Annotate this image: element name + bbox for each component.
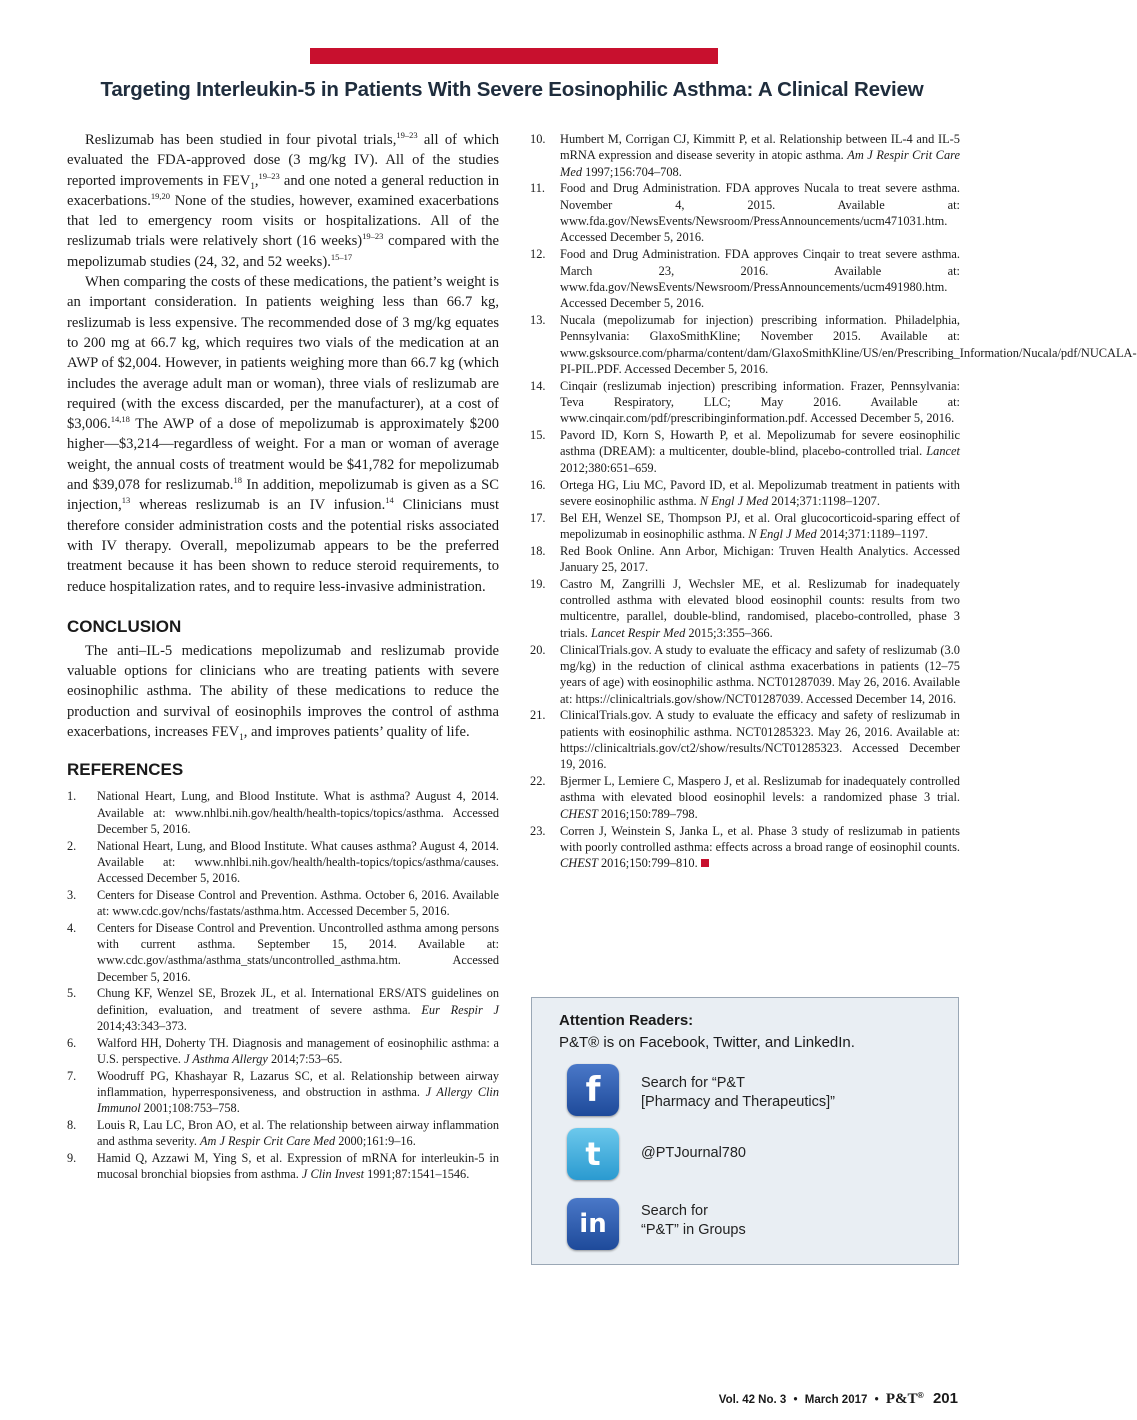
reference-number: 20. — [530, 642, 546, 657]
reference-number: 10. — [530, 132, 546, 146]
reference-item — [530, 246, 960, 311]
paragraph-reslizumab-trials: Reslizumab has been studied in four pivotal trials,$^{19-23}$ all of which evaluated the FDA-approved dose (3 mg/kg IV). All of the studies reported improvements in $FEV_1,^{19-23}$ and one noted a general reduction in exacerbations.$^{19,20}$ None of the studies, however, examined exacerbations that led to emergency room visits or hospitalizations. All of the reslizumab trials were relatively short (16 weeks)$^{19-23}$ compared with the mepolizumab studies (24, 32, and 52 weeks).$^{15-17}$ — [67, 130, 499, 270]
reference-number: 23. — [530, 823, 546, 838]
reference-item — [67, 985, 499, 1034]
reference-item — [530, 312, 1137, 377]
reference-journal: Am J Respir Crit Care Med — [560, 148, 960, 179]
reference-item — [530, 477, 960, 510]
reference-citation: 2014;371:1198–1207. — [768, 493, 880, 508]
reference-text: Walford HH, Doherty TH. Diagnosis and management of eosinophilic asthma: a U.S. perspective. — [97, 1035, 499, 1067]
reference-journal: Lancet Respir Med — [590, 625, 686, 640]
reference-text: Pavord ID, Korn S, Howarth P, et al. Mepolizumab for severe eosinophilic asthma (DREAM): a multicenter, double-blind, placebo-controlled trial. — [560, 428, 960, 459]
references-list-right — [530, 131, 1137, 872]
references-heading: REFERENCES — [67, 760, 184, 780]
reference-text: Castro M, Zangrilli J, Wechsler ME, et al. Reslizumab for inadequately controlled asthma with elevated blood eosinophil counts: results from two multicentre, parallel, double-blind, randomised, placebo-controlled, phase 3 trials. — [560, 576, 960, 640]
reference-item — [530, 773, 960, 822]
paragraph-costs: When comparing the costs of these medications, the patient’s weight is an important consideration. In patients weighing less than 66.7 kg, reslizumab is less expensive. The recommended dose of 3 mg/kg equates to 200 mg at 66.7 kg, which requires two vials of the medication at an AWP of $2,004. However, in patients weighing more than 66.7 kg (which includes the average adult man or woman), three vials of reslizumab are required (with the excess discarded, per the manufacturer), at a cost of $3,006.$^{14,18}$ The AWP of a dose of mepolizumab is approximately $200 higher—$3,214—regardless of weight. For a man or woman of average weight, the annual costs of treatment would be $41,782 for mepolizumab and $39,078 for reslizumab.$^{18}$ In addition, mepolizumab is given as a SC injection,$^{13}$ whereas reslizumab is an IV infusion.$^{14}$ Clinicians must therefore consider administration costs and the potential risks associated with IV therapy. Overall, mepolizumab appears to be the preferred treatment because it has been shown to reduce steroid requirements, to reduce hospitalization rates, and to require less-invasive administration. — [67, 274, 499, 595]
reference-number: 12. — [530, 247, 546, 262]
reference-journal: Am J Respir Crit Care Med — [200, 1134, 336, 1149]
reference-citation: 2014;43:343–373. — [97, 1019, 187, 1034]
reference-journal: J Clin Invest — [301, 1167, 365, 1182]
reference-item — [67, 887, 499, 920]
reference-number: 2. — [67, 838, 77, 853]
reference-text: ClinicalTrials.gov. A study to evaluate the efficacy and safety of reslizumab in patients with eosinophilic asthma. NCT01285323. May 26, 2016. Available at: https://clinicaltrials.gov/ct2/show/results/NCT01285323. Accessed December 19, 2016. — [560, 708, 960, 772]
journal-name: P&T — [885, 1391, 918, 1407]
reference-text: Corren J, Weinstein S, Janka L, et al. Phase 3 study of reslizumab in patients with poorly controlled asthma: effects across a broad range of eosinophil counts. — [560, 823, 960, 854]
reference-citation: 2016;150:799–810. — [597, 856, 698, 871]
reference-item — [67, 838, 499, 887]
reference-item — [530, 378, 960, 427]
attention-readers-box — [531, 997, 959, 1265]
reference-number: 18. — [530, 543, 546, 558]
reference-text: Humbert M, Corrigan CJ, Kimmitt P, et al. Relationship between IL-4 and IL-5 mRNA expression and disease severity in atopic asthma. — [560, 132, 960, 163]
reference-text: Ortega HG, Liu MC, Pavord ID, et al. Mepolizumab treatment in patients with severe eosinophilic asthma. — [560, 477, 960, 508]
reference-citation: 1991;87:1541–1546. — [364, 1167, 470, 1182]
reference-text: Centers for Disease Control and Prevention. Asthma. October 6, 2016. Available at: www.cdc.gov/nchs/fastats/asthma.htm. Accessed December 5, 2016. — [97, 887, 499, 919]
reference-item — [530, 543, 960, 576]
reference-journal: Eur Respir J — [421, 1002, 499, 1017]
issue-date: March 2017 — [804, 1394, 868, 1406]
reference-number: 14. — [530, 378, 546, 393]
reference-citation: 2016;150:789–798. — [597, 806, 698, 821]
left-column — [67, 130, 499, 1183]
reference-text: Nucala (mepolizumab for injection) prescribing information. Philadelphia, Pennsylvania: GlaxoSmithKline; November 2015. Available at: www.gsksource.com/pharma/content/dam/GlaxoSmithKline/US/en/Prescribing_Information/Nucala/pdf/NUCALA-PI-PIL.PDF. Accessed December 5, 2016. — [560, 312, 1137, 376]
page-number: 201 — [932, 1390, 958, 1407]
reference-journal: CHEST — [560, 856, 598, 871]
reference-text: Hamid Q, Azzawi M, Ying S, et al. Expression of mRNA for interleukin-5 in mucosal bronchial biopsies from asthma. — [97, 1150, 499, 1182]
reference-number: 11. — [530, 181, 546, 196]
end-mark-icon — [701, 859, 709, 867]
page-footer: Vol. 42 No. 3 • March 2017 • P&T® 201 — [718, 1390, 958, 1407]
reference-item — [530, 180, 960, 245]
reference-number: 3. — [67, 887, 77, 902]
reference-number: 8. — [67, 1117, 77, 1132]
twitter-icon[interactable]: t — [567, 1128, 619, 1180]
reference-item — [67, 1150, 499, 1183]
reference-citation: 1997;156:704–708. — [582, 164, 682, 179]
reference-text: Chung KF, Wenzel SE, Brozek JL, et al. International ERS/ATS guidelines on definition, evaluation, and treatment of severe asthma. — [97, 986, 499, 1017]
notice-heading: Attention Readers: — [559, 1012, 694, 1029]
reference-text: Cinqair (reslizumab injection) prescribing information. Frazer, Pennsylvania: Teva Respiratory, LLC; May 2016. Available at: www.cinqair.com/pdf/prescribinginformation.pdf. Accessed December 5, 2016. — [560, 378, 960, 426]
right-column — [530, 131, 1137, 872]
reference-number: 21. — [530, 708, 546, 723]
reference-journal: J Asthma Allergy — [184, 1052, 268, 1067]
reference-number: 16. — [530, 477, 546, 492]
conclusion-heading: CONCLUSION — [67, 616, 182, 636]
twitter-handle[interactable]: @PTJournal780 — [641, 1145, 746, 1161]
reference-text: Bel EH, Wenzel SE, Thompson PJ, et al. Oral glucocorticoid-sparing effect of mepolizumab in eosinophilic asthma. — [560, 510, 960, 541]
reference-item — [530, 707, 960, 772]
reference-item — [530, 576, 960, 641]
reference-item — [530, 823, 960, 872]
reference-text: Food and Drug Administration. FDA approves Cinqair to treat severe asthma. March 23, 2016. Available at: www.fda.gov/NewsEvents/Newsroom/PressAnnouncements/ucm491980.htm. Accessed December 5, 2016. — [560, 247, 960, 311]
reference-number: 13. — [530, 312, 546, 327]
reference-number: 4. — [67, 920, 77, 935]
reference-item — [530, 427, 960, 476]
reference-text: Red Book Online. Ann Arbor, Michigan: Truven Health Analytics. Accessed January 25, 2017. — [560, 543, 960, 575]
reference-number: 22. — [530, 774, 546, 789]
reference-number: 7. — [67, 1068, 77, 1083]
page-title: Targeting Interleukin-5 in Patients With Severe Eosinophilic Asthma: A Clinical Review — [100, 78, 924, 101]
reference-number: 1. — [67, 789, 77, 804]
paragraph-conclusion: The anti–IL-5 medications mepolizumab and reslizumab provide valuable options for clinicians who are treating patients with severe eosinophilic asthma. The ability of these medications to reduce the production and survival of eosinophils improves the control of asthma exacerbations, increases $FEV_1$, and improves patients’ quality of life. — [67, 642, 499, 742]
references-list-left — [67, 788, 499, 1182]
reference-text: ClinicalTrials.gov. A study to evaluate the efficacy and safety of reslizumab (3.0 mg/kg) in the reduction of clinical asthma exacerbations in patients (12–75 years of age) with eosinophilic asthma. NCT01287039. May 26, 2016. Available at: https://clinicaltrials.gov/show/NCT01287039. Accessed December 14, 2016. — [560, 642, 960, 706]
reference-number: 5. — [67, 986, 77, 1001]
reference-journal: Lancet — [926, 444, 960, 459]
reference-journal: CHEST — [560, 806, 598, 821]
reference-journal: N Engl J Med — [748, 526, 817, 541]
reference-number: 6. — [67, 1035, 77, 1050]
reference-number: 9. — [67, 1150, 77, 1165]
reference-number: 15. — [530, 428, 546, 443]
reference-number: 17. — [530, 510, 546, 525]
reference-text: Louis R, Lau LC, Bron AO, et al. The relationship between airway inflammation and asthma severity. — [97, 1117, 499, 1149]
reference-number: 19. — [530, 576, 546, 591]
reference-citation: 2012;380:651–659. — [560, 460, 657, 475]
reference-item — [530, 510, 960, 543]
reference-text: National Heart, Lung, and Blood Institute. What causes asthma? August 4, 2014. Available at: www.nhlbi.nih.gov/health/health-topics/topics/asthma/causes. Accessed December 5, 2016. — [97, 838, 499, 886]
reference-item — [530, 131, 960, 180]
issue-info: Vol. 42 No. 3 — [718, 1394, 787, 1406]
linkedin-text: Search for “P&T” in Groups — [641, 1203, 746, 1238]
reference-citation: 2001;108:753–758. — [140, 1101, 240, 1116]
reference-item — [67, 788, 499, 837]
notice-subheading: P&T® is on Facebook, Twitter, and LinkedIn. — [559, 1034, 855, 1051]
facebook-icon[interactable]: f — [567, 1064, 619, 1116]
reference-journal: J Allergy Clin Immunol — [97, 1085, 499, 1116]
reference-text: Bjermer L, Lemiere C, Maspero J, et al. Reslizumab for inadequately controlled asthma with elevated blood eosinophil levels: a randomized phase 3 trial. — [560, 774, 960, 805]
reference-citation: 2014;371:1189–1197. — [816, 526, 929, 541]
reference-citation: 2015;3:355–366. — [685, 625, 773, 640]
reference-item — [67, 1117, 499, 1150]
reference-item — [530, 642, 960, 707]
reference-citation: 2000;161:9–16. — [335, 1134, 416, 1149]
reference-item — [67, 1068, 499, 1117]
reference-item — [67, 1035, 499, 1068]
reference-item — [67, 920, 499, 985]
reference-text: National Heart, Lung, and Blood Institute. What is asthma? August 4, 2014. Available at: www.nhlbi.nih.gov/health/health-topics/topics/asthma. Accessed December 5, 2016. — [97, 789, 499, 836]
reference-text: Centers for Disease Control and Prevention. Uncontrolled asthma among persons with current asthma. September 15, 2014. Available at: www.cdc.gov/asthma/asthma_stats/uncontrolled_asthma.htm. Accessed December 5, 2016. — [97, 920, 499, 984]
linkedin-icon[interactable]: in — [567, 1198, 619, 1250]
reference-text: Woodruff PG, Khashayar R, Lazarus SC, et al. Relationship between airway inflammation, hyperresponsiveness, and obstruction in asthma. — [97, 1068, 499, 1099]
header-accent-bar — [310, 48, 718, 64]
reference-journal: N Engl J Med — [699, 493, 769, 508]
reference-text: Food and Drug Administration. FDA approves Nucala to treat severe asthma. November 4, 2015. Available at: www.fda.gov/NewsEvents/Newsroom/PressAnnouncements/ucm471031.htm. Accessed December 5, 2016. — [560, 181, 960, 245]
reference-citation: 2014;7:53–65. — [267, 1052, 343, 1067]
facebook-text: Search for “P&T [Pharmacy and Therapeutics]” — [641, 1075, 835, 1110]
